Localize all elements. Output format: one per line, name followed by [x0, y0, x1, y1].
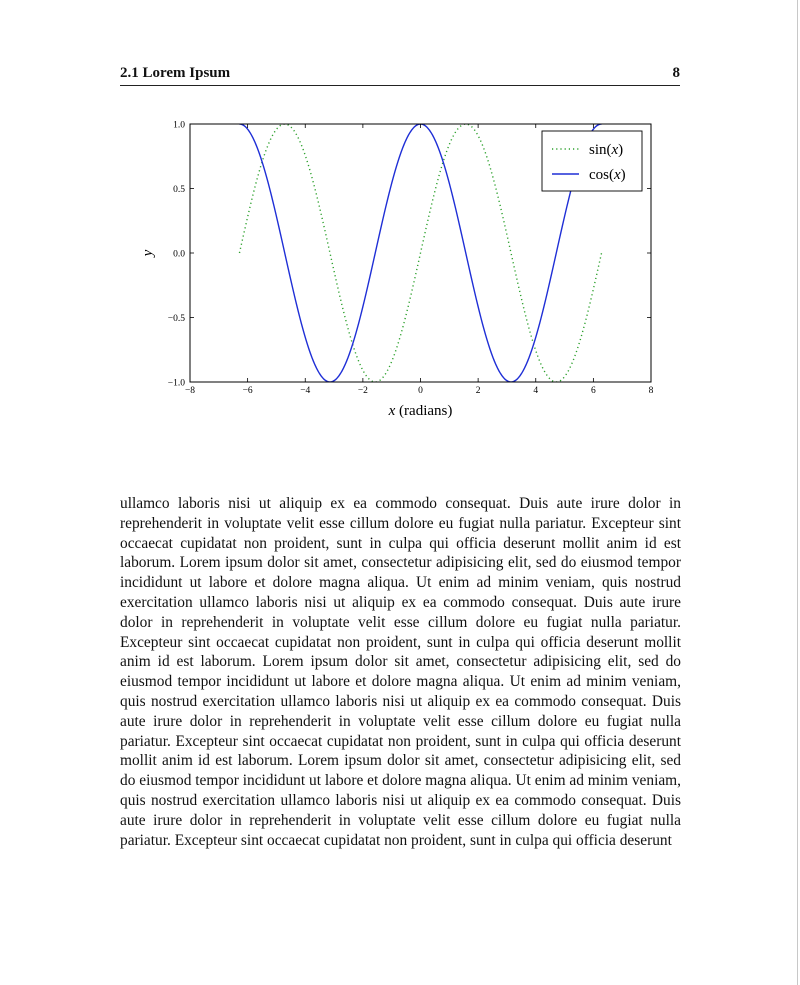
y-tick-label: 0.5 — [173, 185, 185, 195]
x-tick-label: −4 — [300, 386, 311, 396]
x-axis-label — [388, 403, 453, 419]
y-tick-label: −0.5 — [167, 314, 185, 324]
running-header — [120, 63, 680, 86]
x-axis-unit: (radians) — [395, 403, 453, 419]
x-tick-label: −6 — [242, 386, 253, 396]
legend-label-sin: sin(x) — [589, 142, 624, 158]
sine-cosine-chart — [120, 108, 680, 428]
x-tick-label: −2 — [357, 386, 368, 396]
y-tick-label: 1.0 — [173, 120, 185, 131]
legend-label-cos: cos(x) — [589, 167, 626, 183]
x-tick-label: 4 — [533, 386, 539, 396]
y-tick-label: 0.0 — [173, 249, 185, 260]
section-title: 2.1 Lorem Ipsum — [120, 65, 231, 81]
x-axis-variable: x — [388, 403, 396, 419]
body-paragraph: ullamco laboris nisi ut aliquip ex ea commodo consequat. Duis aute irure dolor in reprehenderit in voluptate velit esse cillum dolore eu fugiat nulla pariatur. Excepteur sint occaecat cupidatat non proident, sunt in culpa qui officia deserunt mollit anim id est laborum. Lorem ipsum dolor sit amet, consectetur adipisicing elit, sed do eiusmod tempor incididunt ut labore et dolore magna aliqua. Ut enim ad minim veniam, quis nostrud exercitation ullamco laboris nisi ut aliquip ex ea commodo consequat. Duis aute irure dolor in reprehenderit in voluptate velit esse cillum dolore eu fugiat nulla pariatur. Excepteur sint occaecat cupidatat non proident, sunt in culpa qui officia deserunt mollit anim id est laborum. Lorem ipsum dolor sit amet, consectetur adipisicing elit, sed do eiusmod tempor incididunt ut labore et dolore magna aliqua. Ut enim ad minim veniam, quis nostrud exercitation ullamco laboris nisi ut aliquip ex ea commodo consequat. Duis aute irure dolor in reprehenderit in voluptate velit esse cillum dolore eu fugiat nulla pariatur. Excepteur sint occaecat cupidatat non proident, sunt in culpa qui officia deserunt mollit anim id est laborum. Lorem ipsum dolor sit amet, consectetur adipisicing elit, sed do eiusmod tempor incididunt ut labore et dolore magna aliqua. Ut enim ad minim veniam, quis nostrud exercitation ullamco laboris nisi ut aliquip ex ea commodo consequat. Duis aute irure dolor in reprehenderit in voluptate velit esse cillum dolore eu fugiat nulla pariatur. Excepteur sint occaecat cupidatat non proident, sunt in culpa qui officia deserunt — [120, 495, 681, 849]
page-edge — [797, 0, 798, 985]
y-tick-label: −1.0 — [167, 378, 185, 389]
x-tick-label: 2 — [475, 386, 481, 396]
x-tick-label: 6 — [591, 386, 596, 396]
x-tick-label: 0 — [418, 386, 423, 396]
x-tick-label: 8 — [648, 386, 654, 396]
page-number: 8 — [672, 65, 680, 81]
y-axis-label: y — [140, 249, 156, 257]
x-tick-label: −8 — [184, 386, 196, 396]
